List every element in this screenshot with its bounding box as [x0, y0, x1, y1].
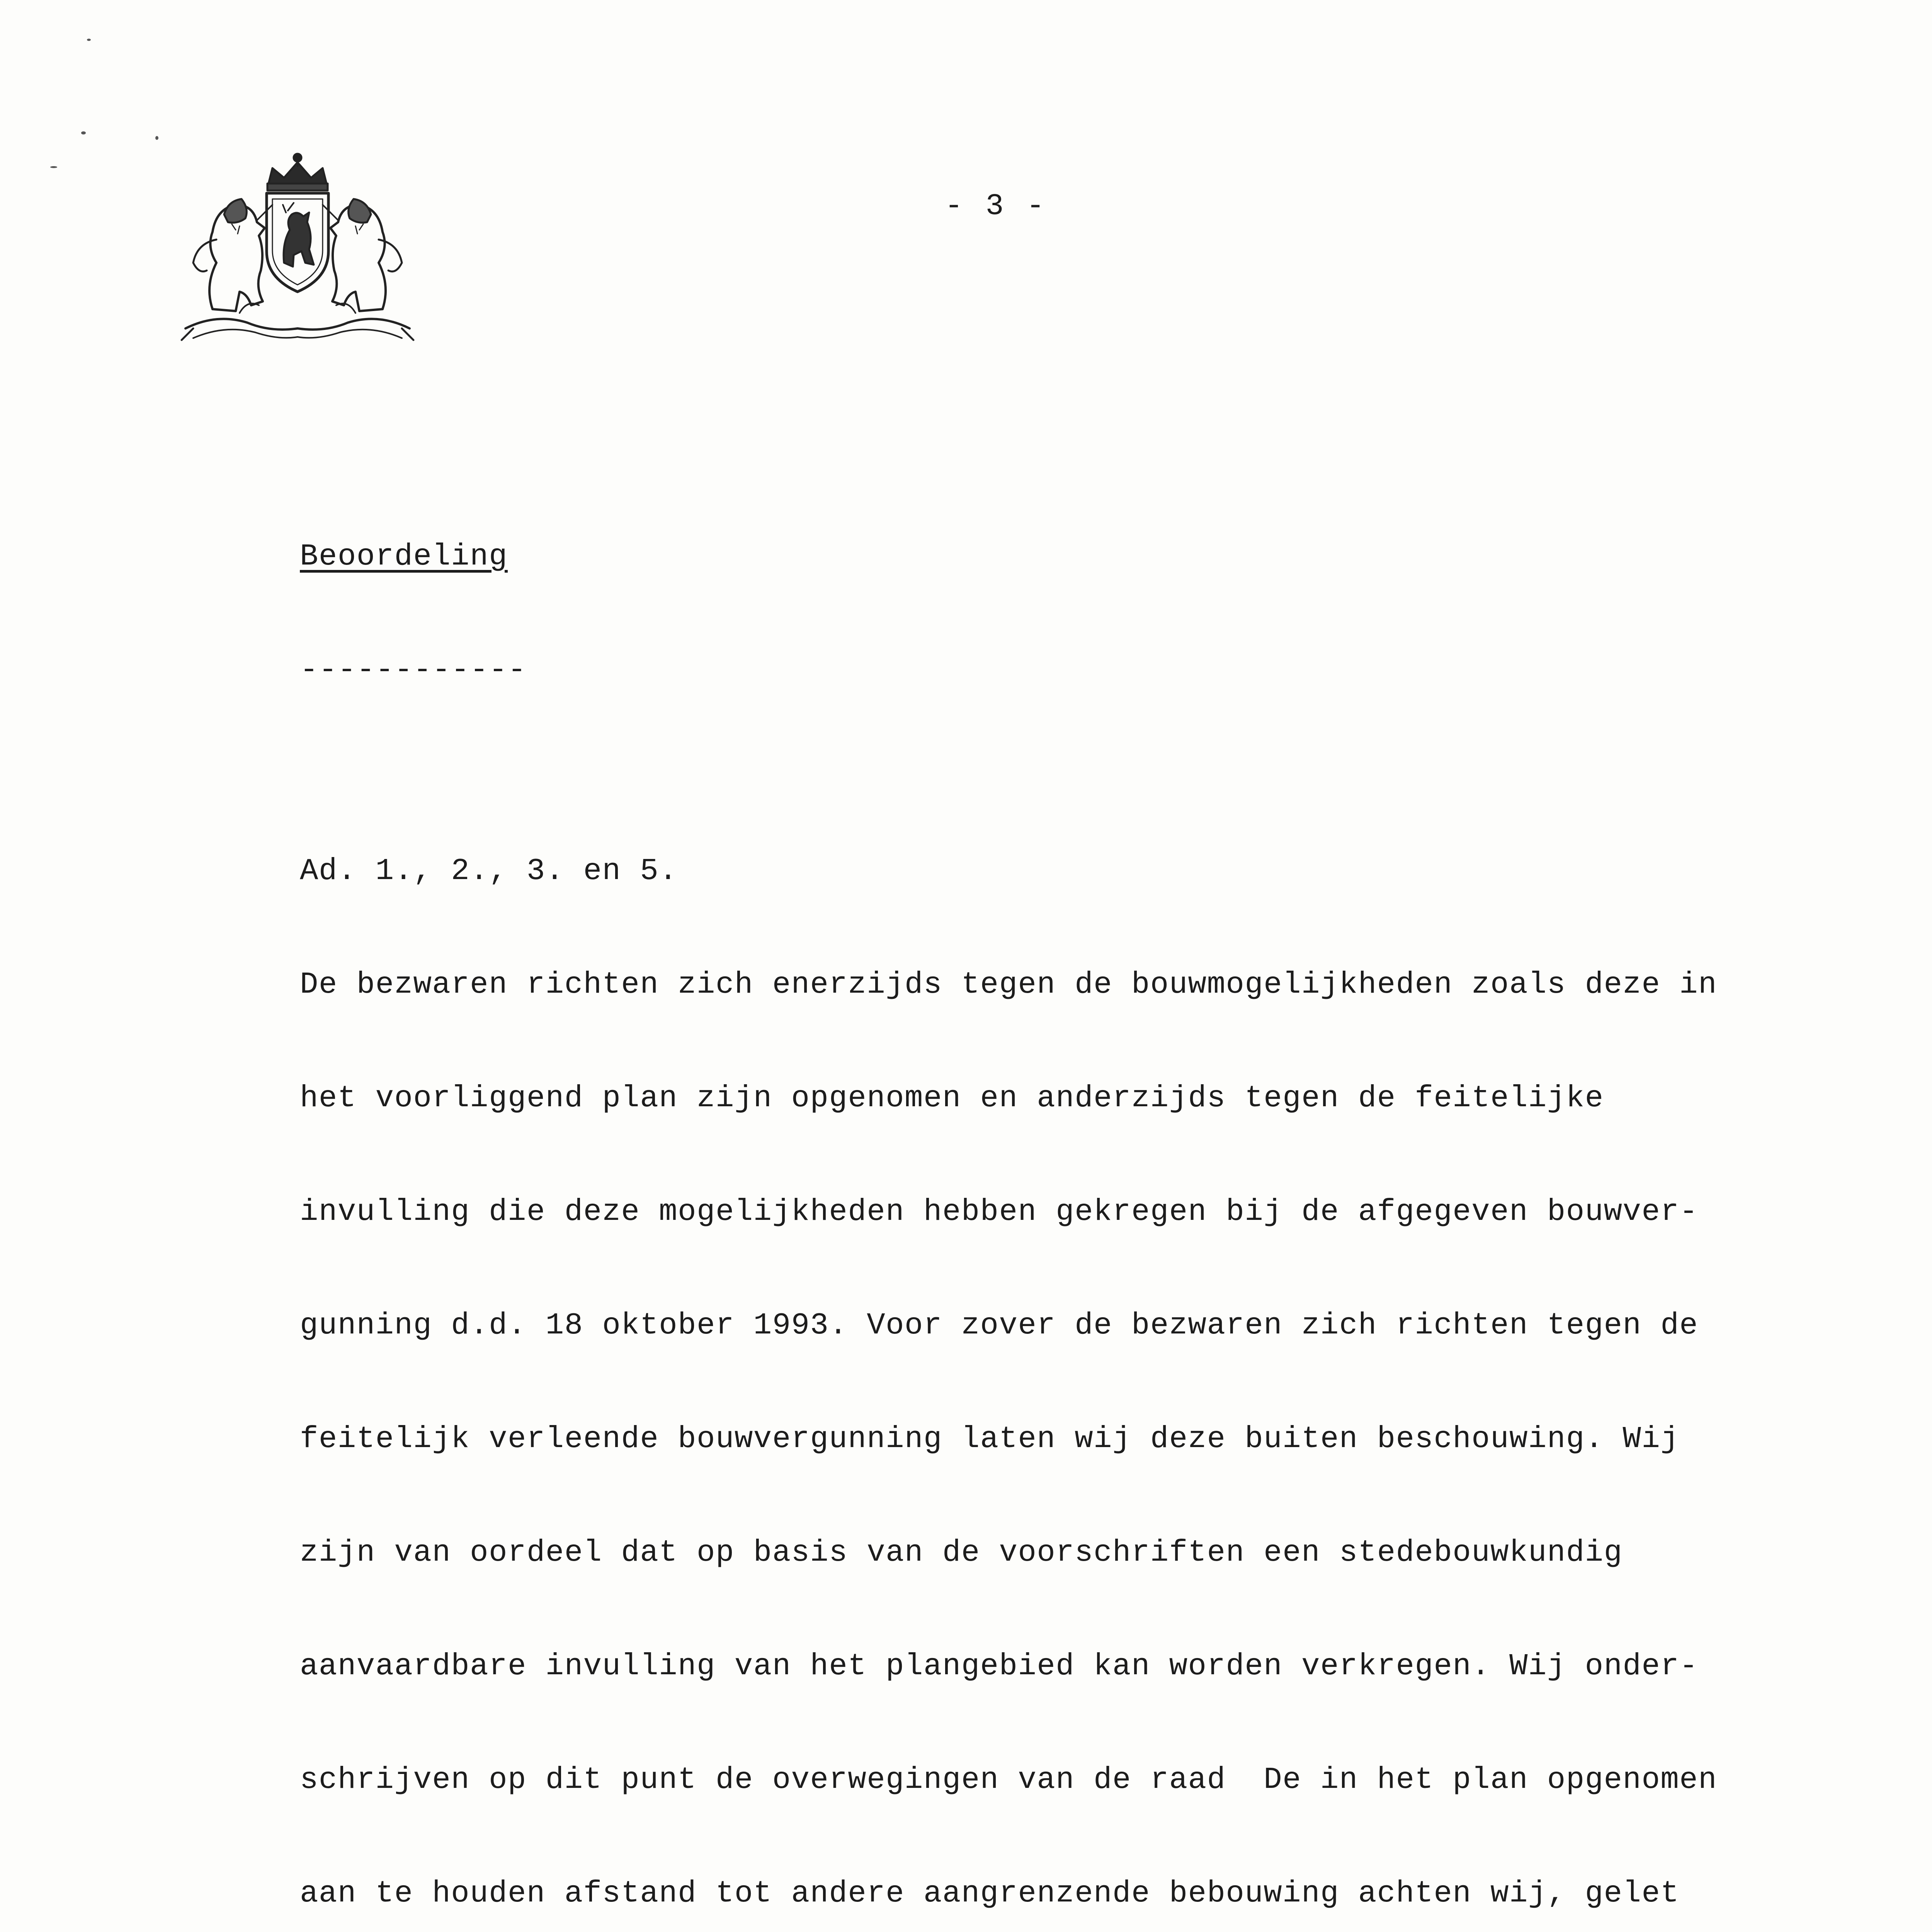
text-line: feitelijk verleende bouwvergunning laten wij deze buiten beschouwing. Wij [300, 1422, 1680, 1456]
document-body [300, 462, 1768, 1932]
text-line: zijn van oordeel dat op basis van de voorschriften een stedebouwkundig [300, 1535, 1623, 1570]
spacer [300, 765, 1768, 776]
dutch-coat-of-arms-icon [170, 147, 425, 348]
scan-speck [50, 166, 57, 168]
text-line: gunning d.d. 18 oktober 1993. Voor zover de bezwaren zich richten tegen de [300, 1308, 1699, 1343]
heading-underline: ------------ [300, 653, 527, 687]
section-heading-beoordeling: Beoordeling [300, 539, 508, 574]
text-line: aan te houden afstand tot andere aangrenzende bebouwing achten wij, gelet [300, 1876, 1680, 1911]
text-line: schrijven op dit punt de overwegingen van de raad De in het plan opgenomen [300, 1762, 1718, 1797]
page-number: - 3 - [945, 189, 1047, 223]
text-line: invulling die deze mogelijkheden hebben gekregen bij de afgegeven bouwver- [300, 1194, 1699, 1229]
scan-speck [155, 136, 158, 140]
text-line: Ad. 1., 2., 3. en 5. [300, 854, 678, 888]
text-line: aanvaardbare invulling van het plangebied kan worden verkregen. Wij onder- [300, 1649, 1699, 1684]
text-line: De bezwaren richten zich enerzijds tegen de bouwmogelijkheden zoals deze in [300, 967, 1718, 1002]
text-line: het voorliggend plan zijn opgenomen en anderzijds tegen de feitelijke [300, 1081, 1604, 1116]
scan-speck [87, 39, 91, 41]
scan-speck [81, 131, 86, 134]
